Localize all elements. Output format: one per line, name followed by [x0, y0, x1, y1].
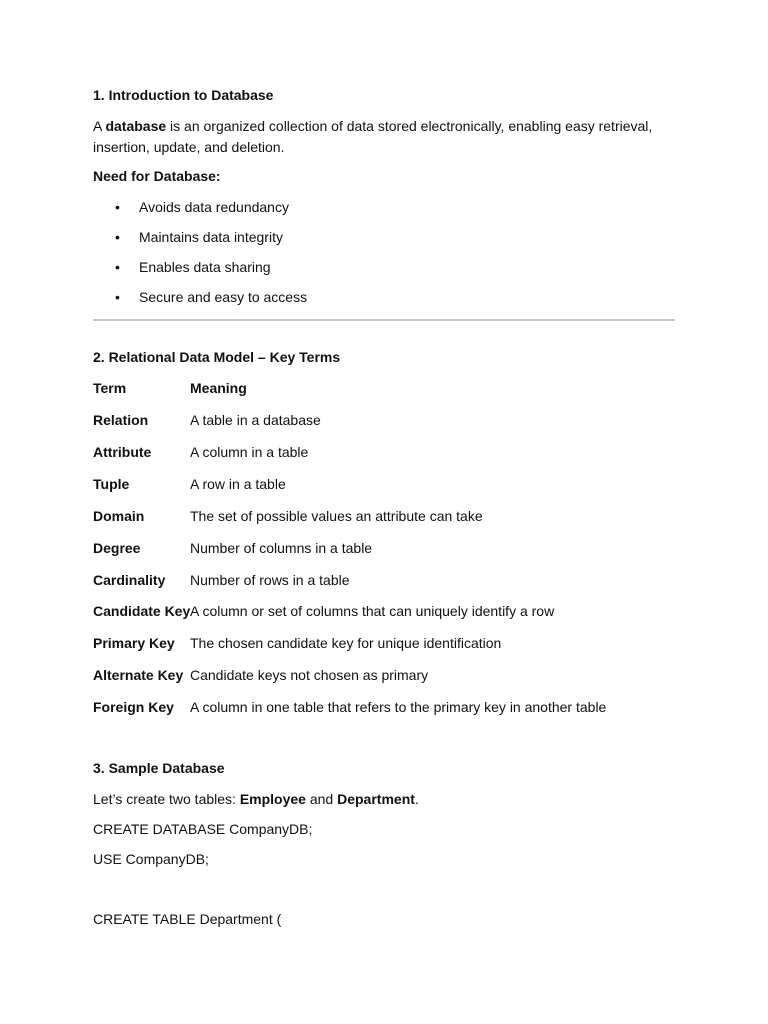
intro-mid: and — [305, 791, 338, 807]
table-header-meaning: Meaning — [190, 380, 247, 396]
intro-prefix: Let’s create two tables: — [93, 791, 240, 807]
meaning-cell: A column in one table that refers to the primary key in another table — [190, 699, 607, 715]
table-header-term: Term — [93, 380, 127, 396]
bullet-item: Enables data sharing — [139, 259, 271, 275]
horizontal-rule — [93, 319, 675, 321]
term-cell: Tuple — [93, 476, 130, 492]
term-cell: Degree — [93, 540, 141, 556]
term-cell: Alternate Key — [93, 667, 184, 683]
bullet-item: Secure and easy to access — [139, 289, 308, 305]
bullet-dot: • — [115, 289, 120, 305]
code-line: CREATE TABLE Department ( — [93, 911, 282, 927]
bullet-dot: • — [115, 229, 120, 245]
para-prefix: A — [93, 118, 106, 134]
code-line: USE CompanyDB; — [93, 851, 209, 867]
meaning-cell: Number of rows in a table — [190, 572, 350, 588]
intro-bold-department: Department — [337, 791, 415, 807]
meaning-cell: Number of columns in a table — [190, 540, 373, 556]
term-cell: Cardinality — [93, 572, 166, 588]
need-for-database-heading: Need for Database: — [93, 168, 221, 184]
bullet-item: Maintains data integrity — [139, 229, 283, 245]
meaning-cell: A column in a table — [190, 444, 309, 460]
section-3-intro — [93, 789, 673, 810]
meaning-cell: A column or set of columns that can uniquely identify a row — [190, 603, 555, 619]
term-cell: Domain — [93, 508, 145, 524]
bullet-dot: • — [115, 199, 120, 215]
bullet-item: Avoids data redundancy — [139, 199, 289, 215]
section-1-heading: 1. Introduction to Database — [93, 87, 274, 103]
code-line: CREATE DATABASE CompanyDB; — [93, 821, 313, 837]
para-rest: is an organized collection of data stored electronically, enabling easy retrieval, insertion, update, and deletion. — [93, 118, 653, 155]
section-2-heading: 2. Relational Data Model – Key Terms — [93, 349, 341, 365]
meaning-cell: A row in a table — [190, 476, 286, 492]
intro-end: . — [414, 791, 419, 807]
meaning-cell: The chosen candidate key for unique identification — [190, 635, 502, 651]
term-cell: Primary Key — [93, 635, 175, 651]
term-cell: Attribute — [93, 444, 152, 460]
meaning-cell: A table in a database — [190, 412, 321, 428]
meaning-cell: Candidate keys not chosen as primary — [190, 667, 429, 683]
bullet-dot: • — [115, 259, 120, 275]
section-3-heading: 3. Sample Database — [93, 760, 225, 776]
intro-bold-employee: Employee — [239, 791, 306, 807]
para-bold-term: database — [105, 118, 167, 134]
term-cell: Candidate Key — [93, 603, 191, 619]
term-cell: Foreign Key — [93, 699, 174, 715]
database-definition-paragraph — [93, 116, 673, 158]
term-cell: Relation — [93, 412, 149, 428]
meaning-cell: The set of possible values an attribute can take — [190, 508, 483, 524]
